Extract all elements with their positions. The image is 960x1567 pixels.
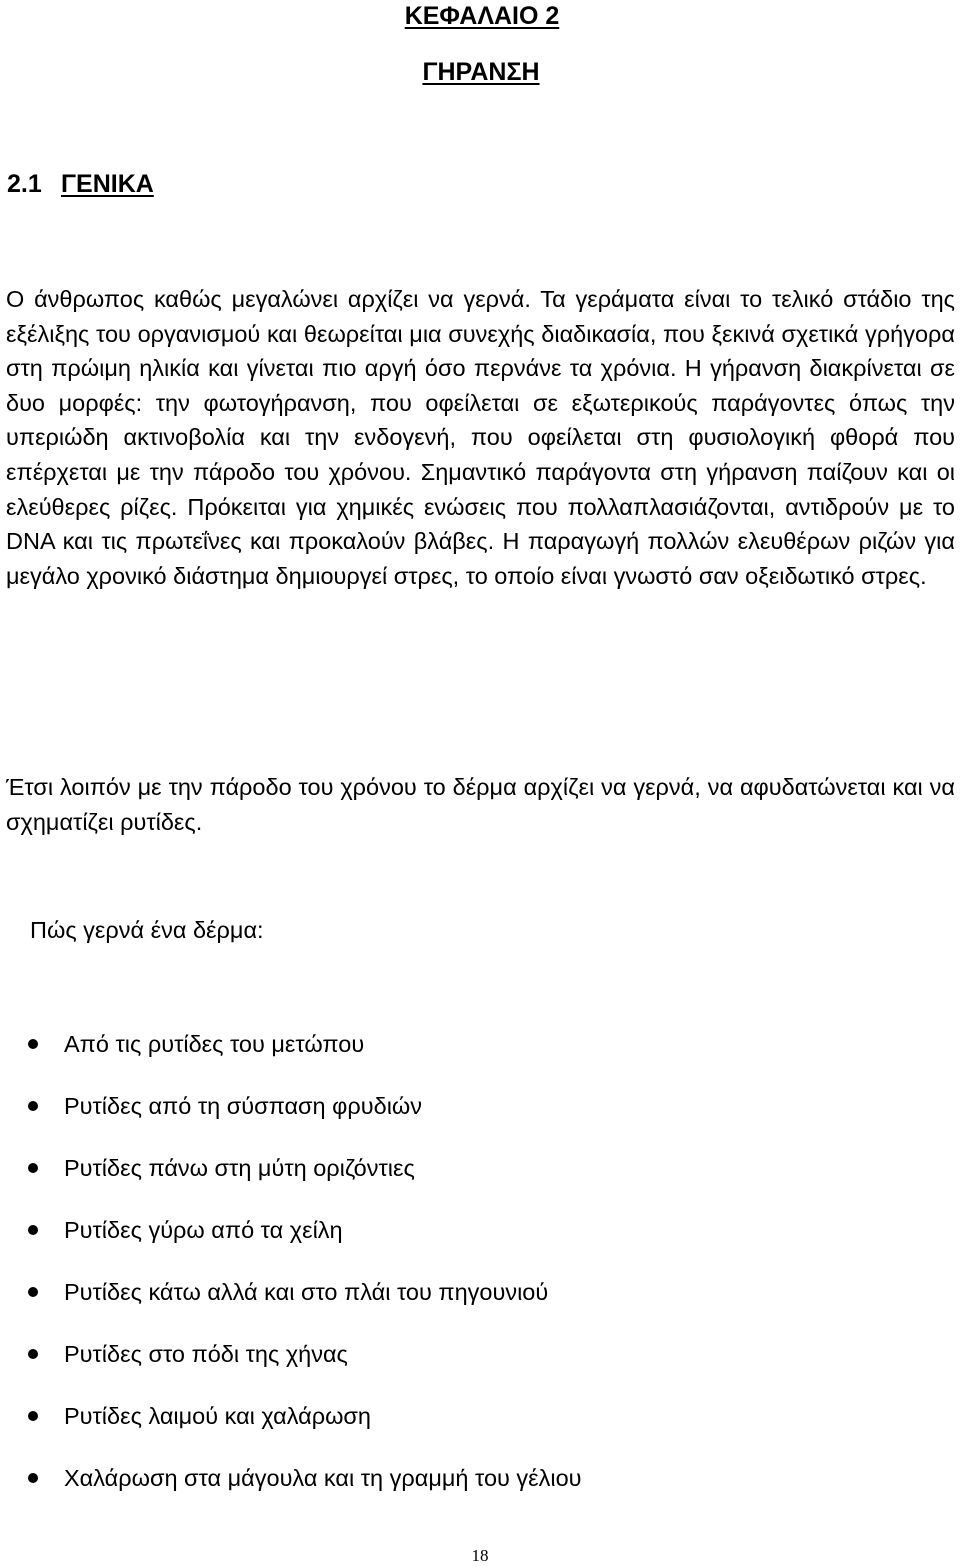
bullet-icon: [28, 1349, 38, 1359]
chapter-heading: [0, 1, 960, 31]
list-item: [0, 1212, 582, 1274]
list-item-text: Ρυτίδες πάνω στη μύτη οριζόντιες: [64, 1155, 415, 1181]
list-item-text: Ρυτίδες στο πόδι της χήνας: [64, 1341, 348, 1367]
bullet-icon: [28, 1225, 38, 1235]
list-item-text: Ρυτίδες γύρω από τα χείλη: [64, 1217, 343, 1243]
chapter-title-heading: [0, 57, 960, 87]
list-item: [0, 1274, 582, 1336]
bullet-icon: [28, 1473, 38, 1483]
section-number: 2.1: [7, 170, 42, 198]
list-item: [0, 1398, 582, 1460]
chapter-label: ΚΕΦΑΛΑΙΟ 2: [404, 2, 560, 30]
list-item-text: Ρυτίδες λαιμού και χαλάρωση: [64, 1403, 371, 1429]
wrinkle-list: [0, 1026, 582, 1522]
section-title: ΓΕΝΙΚΑ: [61, 170, 154, 198]
bullet-icon: [28, 1039, 38, 1049]
list-intro: Πώς γερνά ένα δέρμα:: [30, 917, 264, 943]
list-item-text: Ρυτίδες από τη σύσπαση φρυδιών: [64, 1093, 423, 1119]
list-item-text: Ρυτίδες κάτω αλλά και στο πλάι του πηγουνιού: [64, 1279, 549, 1305]
list-item: [0, 1150, 582, 1212]
bullet-icon: [28, 1101, 38, 1111]
list-item: [0, 1088, 582, 1150]
list-item: [0, 1336, 582, 1398]
chapter-title: ΓΗΡΑΝΣΗ: [422, 58, 540, 86]
page-number: 18: [471, 1546, 489, 1565]
list-item: [0, 1460, 582, 1522]
section-heading: [7, 169, 154, 199]
list-item-text: Από τις ρυτίδες του μετώπου: [64, 1031, 365, 1057]
bullet-icon: [28, 1287, 38, 1297]
bullet-icon: [28, 1163, 38, 1173]
list-item-text: Χαλάρωση στα μάγουλα και τη γραμμή του γέλιου: [64, 1465, 582, 1491]
paragraph-intro: Ο άνθρωπος καθώς μεγαλώνει αρχίζει να γερνά. Τα γεράματα είναι το τελικό στάδιο της εξέλιξης του οργανισμού και θεωρείται μια συνεχής διαδικασία, που ξεκινά σχετικά γρήγορα στη πρώιμη ηλικία και γίνεται πιο αργή όσο περνάνε τα χρόνια. Η γήρανση διακρίνεται σε δυο μορφές: την φωτογήρανση, που οφείλεται σε εξωτερικούς παράγοντες όπως την υπεριώδη ακτινοβολία και την ενδογενή, που οφείλεται στη φυσιολογική φθορά που επέρχεται με την πάροδο του χρόνου. Σημαντικό παράγοντα στη γήρανση παίζουν και οι ελεύθερες ρίζες. Πρόκειται για χημικές ενώσεις που πολλαπλασιάζονται, αντιδρούν με το DNA και τις πρωτεΐνες και προκαλούν βλάβες. Η παραγωγή πολλών ελευθέρων ριζών για μεγάλο χρονικό διάστημα δημιουργεί στρες, το οποίο είναι γνωστό σαν οξειδωτικό στρες.: [6, 286, 955, 589]
list-item: [0, 1026, 582, 1088]
paragraph-aging-skin: Έτσι λοιπόν με την πάροδο του χρόνου το δέρμα αρχίζει να γερνά, να αφυδατώνεται και να σχηματίζει ρυτίδες.: [6, 774, 955, 835]
bullet-icon: [28, 1411, 38, 1421]
